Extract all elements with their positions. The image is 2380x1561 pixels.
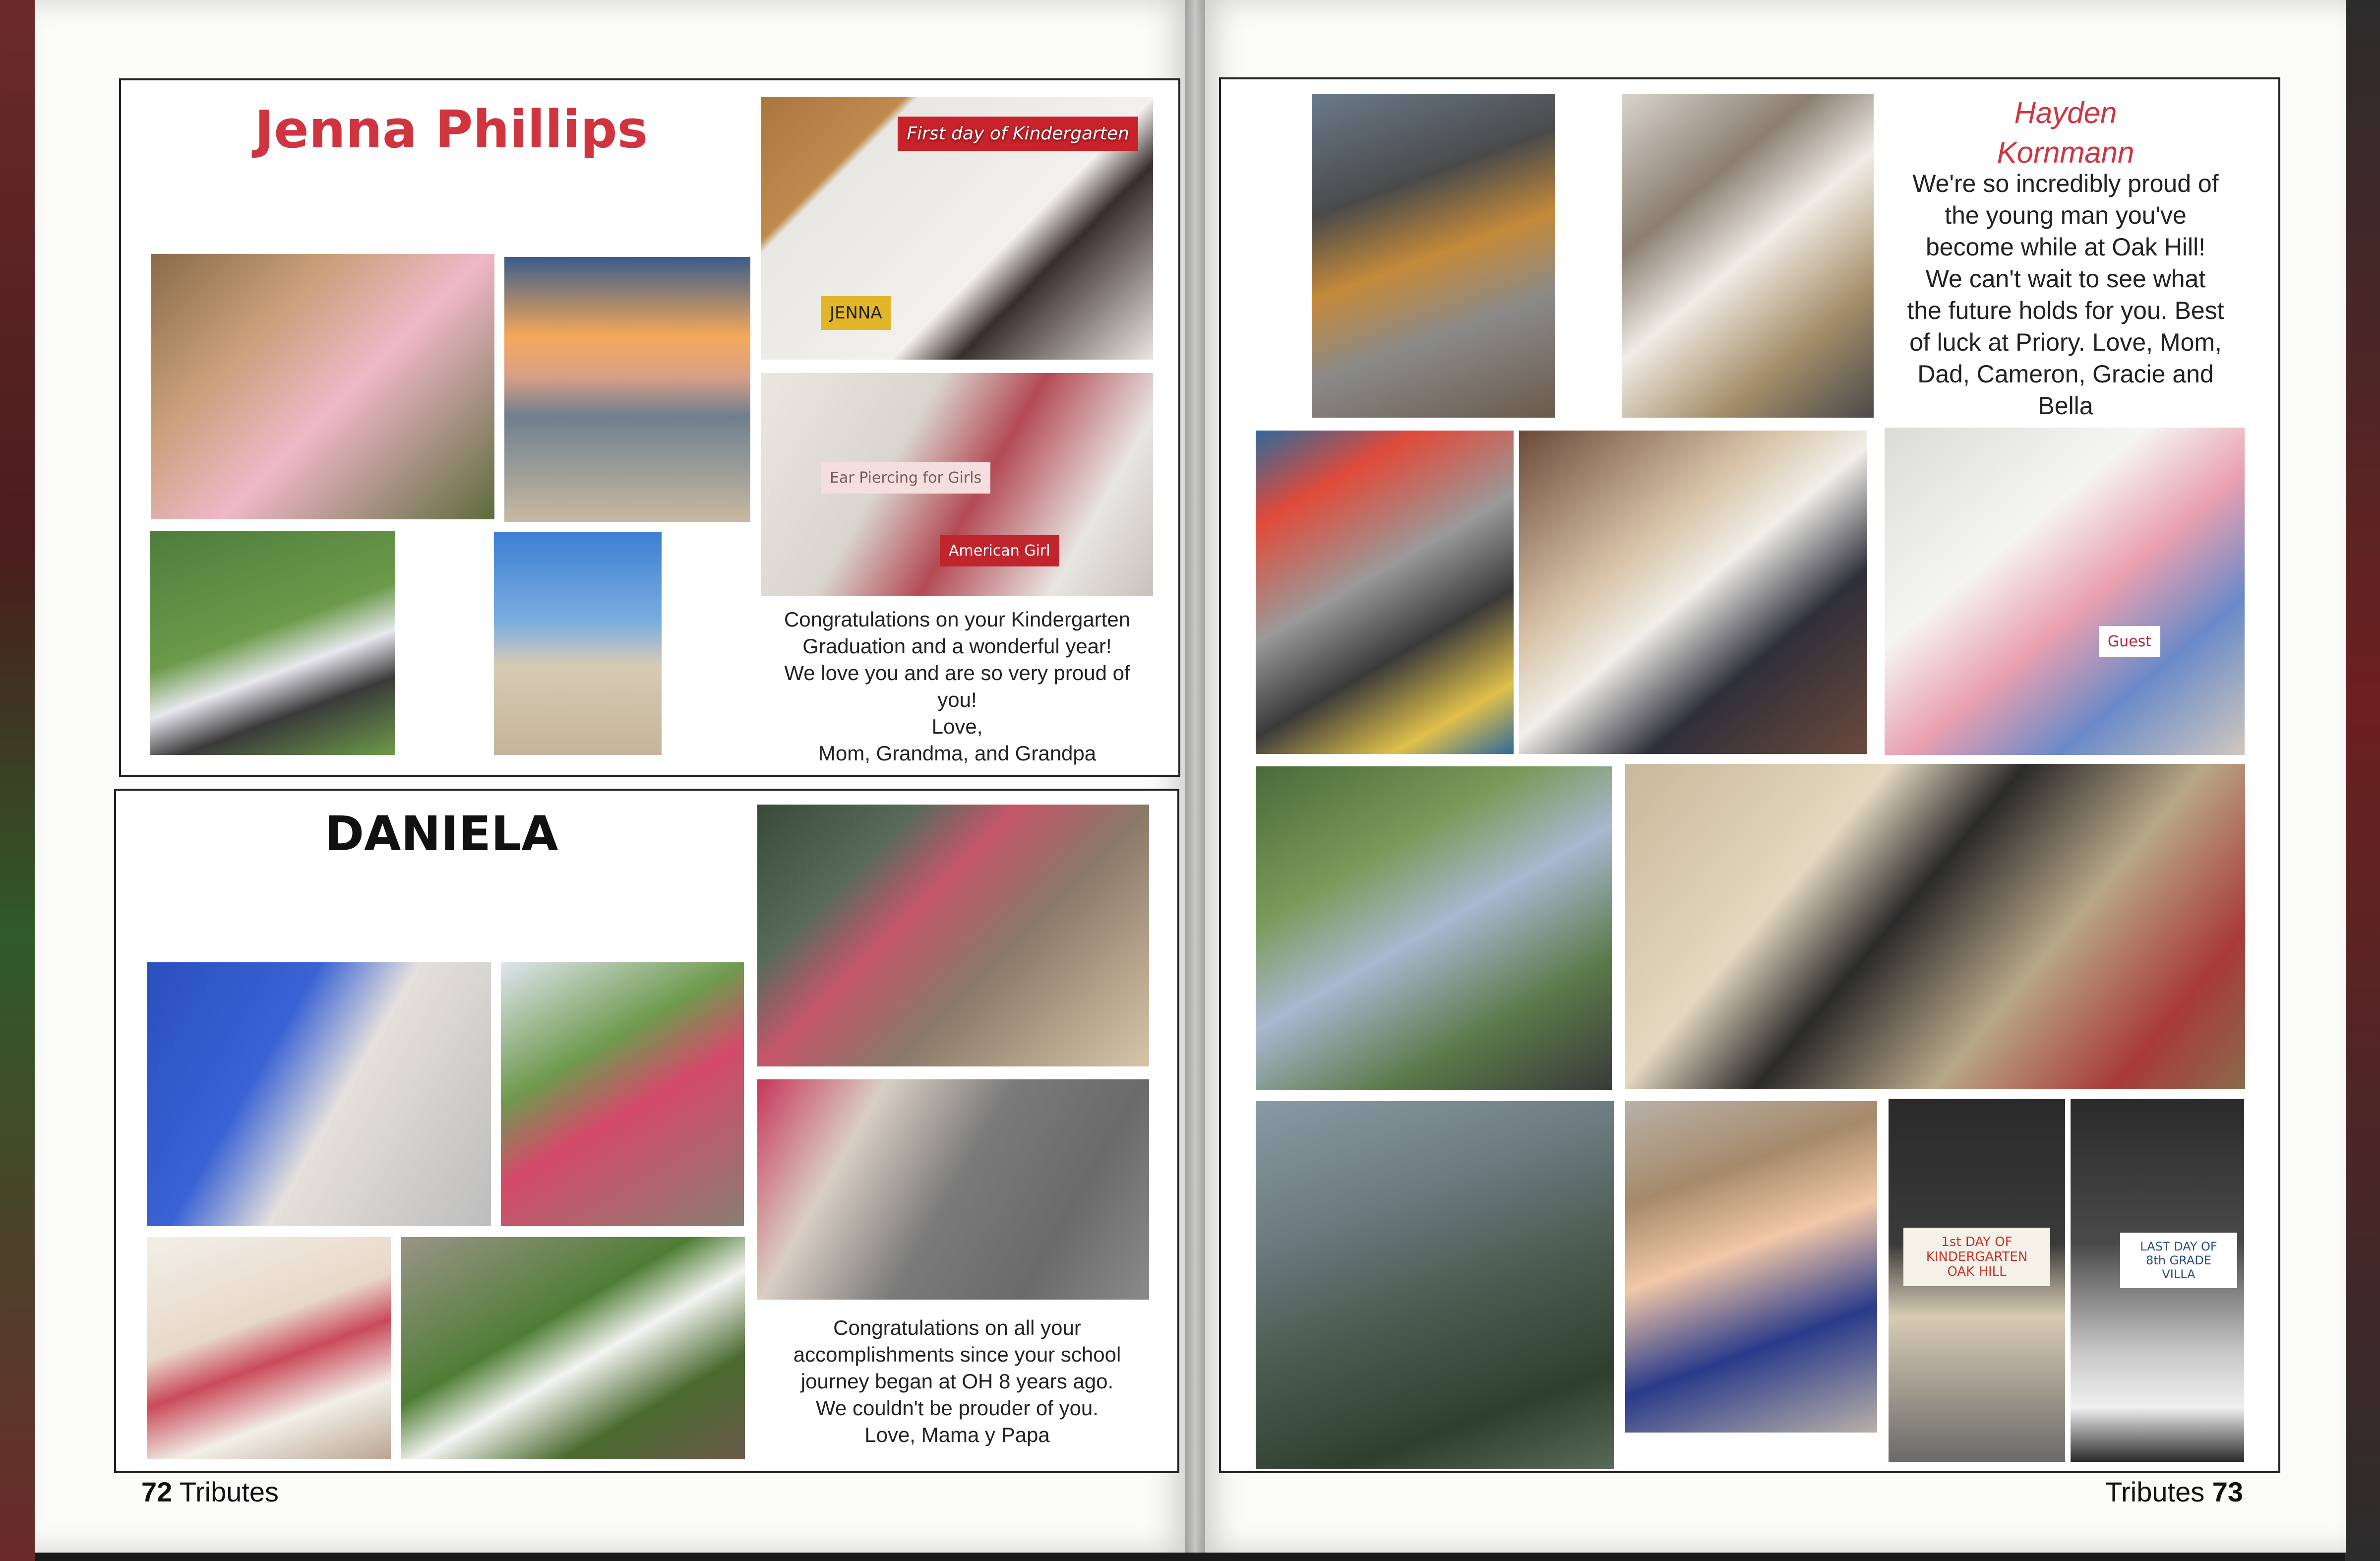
right-page-number: 73	[2212, 1476, 2244, 1507]
hayden-photo-last-day-8th-grade	[2071, 1099, 2244, 1462]
jenna-sign-text: JENNA	[821, 296, 891, 330]
jenna-photo-beach-ballet	[494, 532, 662, 755]
jenna-photo-american-girl	[761, 373, 1153, 596]
jenna-photo-pink-dress	[151, 254, 494, 519]
kindergarten-sign-text: 1st DAY OF KINDERGARTEN OAK HILL	[1903, 1228, 2050, 1286]
daniela-photo-backpack	[501, 962, 744, 1226]
jenna-name: Jenna Phillips	[254, 99, 648, 160]
store-sign-text: Ear Piercing for Girls	[821, 462, 990, 494]
pennant-text: First day of Kindergarten	[898, 117, 1138, 151]
book-edge-right	[2345, 0, 2380, 1561]
hayden-photo-shark-costume	[1256, 431, 1514, 754]
right-section-label: Tributes	[2105, 1476, 2205, 1507]
hayden-photo-ribbons	[1256, 766, 1612, 1090]
bag-text: American Girl	[940, 535, 1059, 566]
daniela-photo-lockers	[757, 1079, 1149, 1300]
daniela-message: Congratulations on all your accomplishments since your school journey began at OH 8 years ago. We couldn't be prouder of you. Love, Mama y Papa	[793, 1316, 1121, 1446]
hayden-photo-dog	[1312, 94, 1555, 418]
hayden-photo-living-room	[1625, 764, 2245, 1089]
left-folio	[141, 1476, 279, 1508]
daniela-photo-communion	[401, 1237, 745, 1459]
jenna-photo-first-day	[761, 97, 1153, 360]
hayden-name: Hayden Kornmann	[1997, 96, 2135, 169]
hayden-photo-first-day-kindergarten	[1889, 1099, 2065, 1462]
book-gutter	[1185, 0, 1205, 1553]
jenna-message: Congratulations on your Kindergarten Graduation and a wonderful year! We love you and are so very proud of you! Love, Mom, Grandma, and Grandpa	[784, 608, 1131, 765]
daniela-photo-american-girl-doll	[757, 805, 1149, 1066]
hayden-photo-banner	[1622, 94, 1874, 418]
book-edge-left	[0, 0, 35, 1561]
hayden-photo-dinosaur	[1256, 1101, 1614, 1469]
right-folio	[2105, 1476, 2243, 1508]
left-section-label: Tributes	[179, 1476, 279, 1507]
left-page-number: 72	[141, 1476, 173, 1507]
hayden-photo-grandmother	[1519, 431, 1867, 754]
hayden-photo-graduation	[1885, 428, 2245, 755]
hayden-message: We're so incredibly proud of the young man you've become while at Oak Hill! We can't wait to see what the future holds for you. Best of luck at Priory. Love, Mom, Dad, Cameron, Gracie and Bella	[1907, 170, 2224, 420]
hayden-photo-explorer	[1625, 1101, 1877, 1433]
jenna-photo-tutu	[150, 531, 395, 755]
daniela-name: DANIELA	[324, 806, 558, 862]
daniela-photo-slide	[147, 962, 491, 1226]
daniela-photo-balloons	[147, 1237, 391, 1459]
guest-tag-text: Guest	[2099, 626, 2160, 657]
eighth-grade-sign-text: LAST DAY OF 8th GRADE VILLA	[2120, 1233, 2237, 1288]
jenna-photo-beach-sunset	[504, 257, 750, 522]
